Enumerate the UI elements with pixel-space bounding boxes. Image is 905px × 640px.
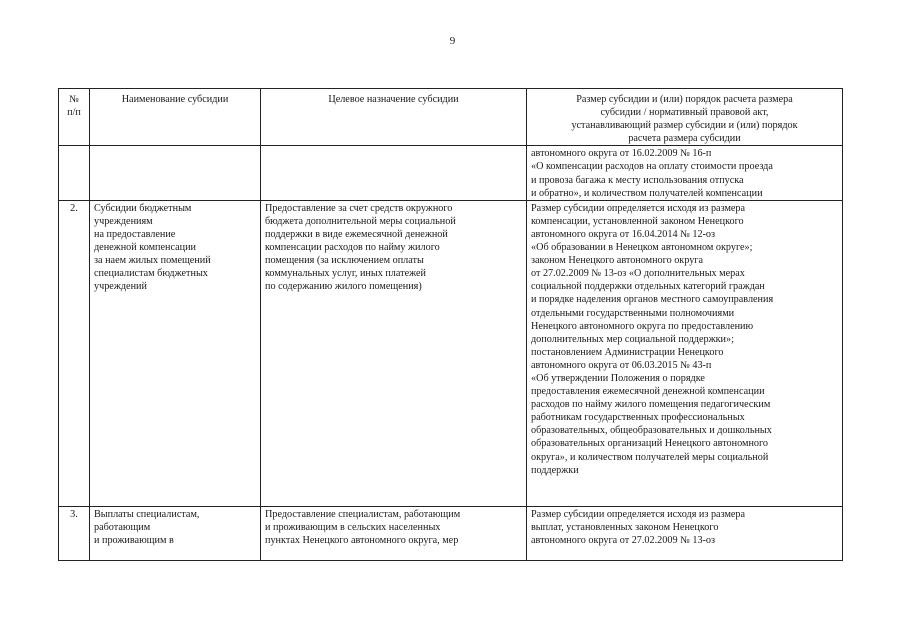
header-size [527,89,843,146]
cell-size-line: постановлением Администрации Ненецкого [531,346,724,358]
cell-size [527,506,843,560]
cell-name-line: учреждений [94,281,147,293]
header-size-line: субсидии / нормативный правовой акт, [600,107,769,119]
cell-size-line: автономного округа от 16.04.2014 № 12-оз [531,228,716,240]
cell-size-line: дополнительных мер социальной поддержки»; [531,333,734,345]
header-num-line: п/п [67,107,81,119]
cell-size-line: округа», и количеством получателей меры социальной [531,451,769,463]
cell-size-line: и провоза багажа к месту использования отпуска [531,174,744,186]
cell-size-line: автономного округа от 06.03.2015 № 43-п [531,359,712,371]
subsidy-table [58,88,843,561]
header-num [59,89,90,146]
cell-purpose [261,200,527,506]
cell-purpose [261,146,527,200]
cell-name-line: денежной компенсации [94,242,196,254]
header-size-line: расчета размера субсидии [628,133,741,145]
cell-size-line: автономного округа от 16.02.2009 № 16-п [531,148,712,160]
cell-name-line: Выплаты специалистам, [94,508,200,520]
cell-size [527,200,843,506]
cell-size-line: образовательных, общеобразовательных и дошкольных [531,425,772,437]
cell-name-line: работающим [94,521,151,533]
row-number: 2. [70,202,78,214]
cell-size-line: «Об образовании в Ненецком автономном округе»; [531,242,753,254]
cell-size-line: отдельными государственными полномочиями [531,307,735,319]
header-purpose-line: Целевое назначение субсидии [328,94,459,105]
cell-purpose-line: по содержанию жилого помещения) [265,281,422,293]
cell-size-line: расходов по найму жилого помещения педагогическим [531,399,771,411]
cell-size-line: от 27.02.2009 № 13-оз «О дополнительных мерах [531,268,745,280]
table-row [59,146,843,200]
table-row [59,200,843,506]
header-name-line: Наименование субсидии [121,94,229,105]
table-row [59,506,843,560]
cell-size-line: и порядке наделения органов местного самоуправления [531,294,774,306]
cell-name [90,200,261,506]
table-body [59,146,843,560]
cell-purpose-line: поддержки в виде ежемесячной денежной [265,228,448,240]
cell-purpose-line: коммунальных услуг, иных платежей [265,268,426,280]
cell-name-line: Субсидии бюджетным [94,202,192,214]
cell-size-line: Размер субсидии определяется исходя из размера [531,202,746,214]
header-purpose [261,89,527,146]
cell-size-line: Размер субсидии определяется исходя из размера [531,508,746,520]
row-number: 3. [70,508,78,520]
cell-purpose-line: Предоставление за счет средств окружного [265,202,453,214]
cell-name [90,146,261,200]
cell-size-line: социальной поддержки отдельных категорий граждан [531,281,765,293]
cell-name-line: на предоставление [94,228,176,240]
cell-purpose-line: и проживающим в сельских населенных [265,521,441,533]
cell-name [90,506,261,560]
cell-size-line: и обратно», и количеством получателей компенсации [531,187,763,199]
cell-name-line: за наем жилых помещений [94,255,211,267]
cell-size-line: Ненецкого автономного округа по предоставлению [531,320,754,332]
cell-purpose-line: бюджета дополнительной меры социальной [265,215,456,227]
cell-purpose-line: пунктах Ненецкого автономного округа, мер [265,534,459,546]
cell-purpose-line: Предоставление специалистам, работающим [265,508,461,520]
cell-size-line: компенсации, установленной законом Ненецкого [531,215,744,227]
cell-name-line: специалистам бюджетных [94,268,208,280]
cell-size-line: «Об утверждении Положения о порядке [531,372,705,384]
header-size-line: устанавливающий размер субсидии и (или) порядок [571,120,798,132]
cell-name-line: учреждениям [94,215,153,227]
cell-size [527,146,843,200]
header-name [90,89,261,146]
cell-purpose-line: помещения (за исключением оплаты [265,255,424,267]
page-number: 9 [449,35,456,47]
cell-purpose-line: компенсации расходов по найму жилого [265,242,440,254]
cell-num [59,146,90,200]
table-header-row [59,89,843,146]
cell-size-line: предоставления ежемесячной денежной компенсации [531,386,765,398]
cell-size-line: «О компенсации расходов на оплату стоимости проезда [531,161,773,173]
cell-size-line: поддержки [531,464,579,476]
cell-name-line: и проживающим в [94,534,174,546]
header-size-line: Размер субсидии и (или) порядок расчета размера [576,94,793,105]
cell-size-line: автономного округа от 27.02.2009 № 13-оз [531,534,716,546]
cell-purpose [261,506,527,560]
cell-num [59,506,90,560]
cell-num [59,200,90,506]
cell-size-line: образовательных организаций Ненецкого автономного [531,438,769,450]
cell-size-line: работникам государственных профессиональных [531,412,745,424]
header-num-line: № [69,94,79,105]
cell-size-line: законом Ненецкого автономного округа [531,255,704,267]
cell-size-line: выплат, установленных законом Ненецкого [531,521,719,533]
